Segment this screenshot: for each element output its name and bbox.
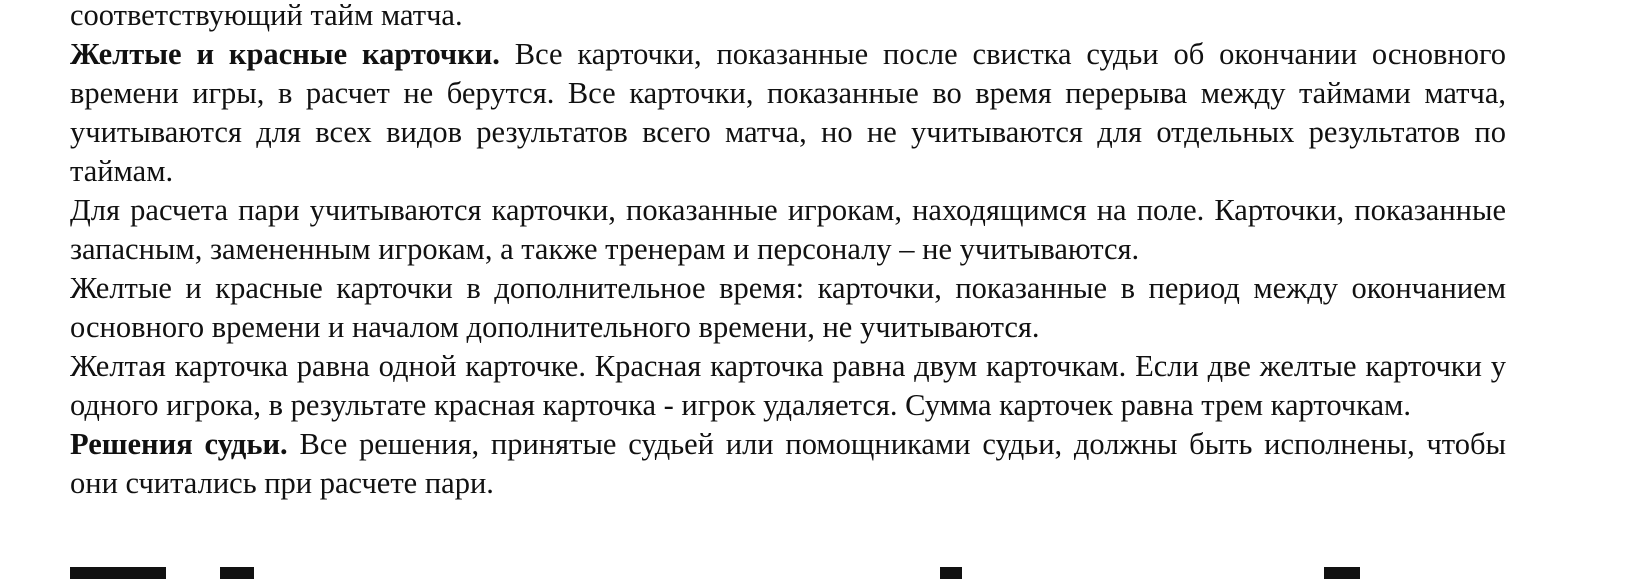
paragraph-text: Все карточки, показанные после свистка судьи об окончании основного времени игры, в расчет не берутся. Все карточки, показанные во время перерыва между таймами матча, учитываются для всех видов результатов всего матча, но не учитываются для отдельных результатов по таймам. xyxy=(70,37,1506,188)
paragraph-text: Желтая карточка равна одной карточке. Красная карточка равна двум карточкам. Если две желтые карточки у одного игрока, в результате красная карточка - игрок удаляется. Сумма карточек равна трем карточкам. xyxy=(70,349,1506,422)
cut-off-glyph-tops xyxy=(70,567,166,579)
document-body xyxy=(70,0,1506,503)
cut-off-glyph-tops xyxy=(220,567,254,579)
cut-off-glyph-tops xyxy=(940,567,962,579)
paragraph-text: Для расчета пари учитываются карточки, показанные игрокам, находящимся на поле. Карточки, показанные запасным, замененным игрокам, а также тренерам и персоналу – не учитываются. xyxy=(70,193,1506,266)
paragraph-card-values xyxy=(70,347,1506,425)
paragraph-match-half-tail xyxy=(70,0,1506,35)
paragraph-lead: Желтые и красные карточки. xyxy=(70,37,500,71)
paragraph-referee-decisions xyxy=(70,425,1506,503)
paragraph-lead: Решения судьи. xyxy=(70,427,288,461)
paragraph-extra-time-cards xyxy=(70,269,1506,347)
paragraph-text: Все решения, принятые судьей или помощниками судьи, должны быть исполнены, чтобы они считались при расчете пари. xyxy=(70,427,1506,500)
paragraph-yellow-red-cards xyxy=(70,35,1506,191)
cut-off-next-line xyxy=(70,565,1506,579)
paragraph-text: соответствующий тайм матча. xyxy=(70,0,463,32)
paragraph-text: Желтые и красные карточки в дополнительное время: карточки, показанные в период между окончанием основного времени и началом дополнительного времени, не учитываются. xyxy=(70,271,1506,344)
paragraph-cards-on-field xyxy=(70,191,1506,269)
cut-off-glyph-tops xyxy=(1324,567,1360,579)
